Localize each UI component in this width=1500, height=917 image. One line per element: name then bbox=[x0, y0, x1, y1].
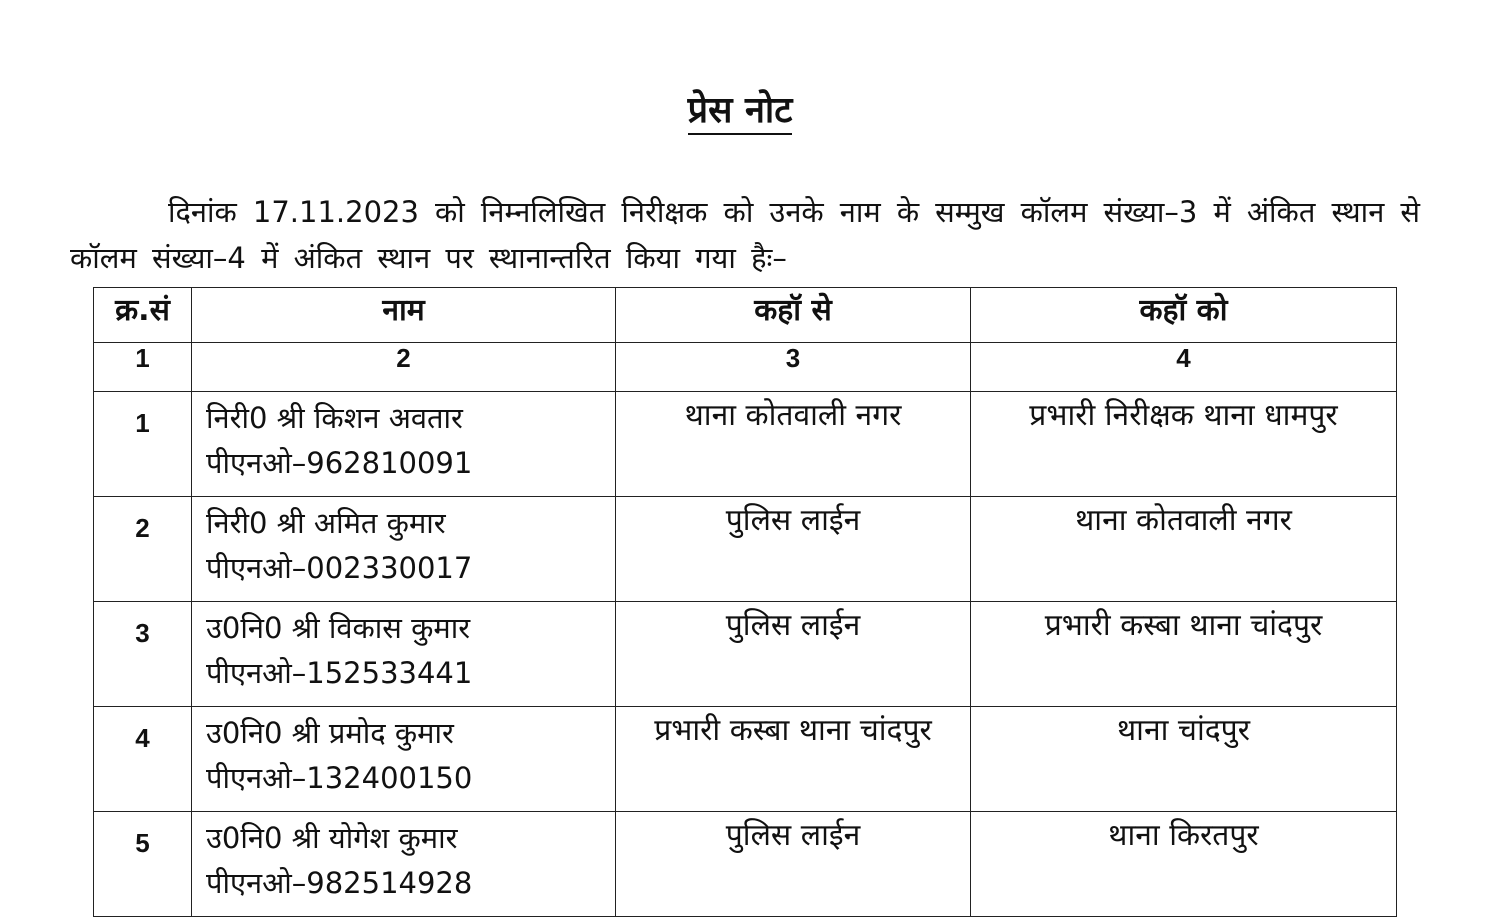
header-serial: क्र.सं bbox=[94, 288, 192, 343]
header-name: नाम bbox=[192, 288, 616, 343]
intro-paragraph: दिनांक 17.11.2023 को निम्नलिखित निरीक्षक को उनके नाम के सम्मुख कॉलम संख्या–3 में अंकित स्थान से कॉलम संख्या–4 में अंकित स्थान पर स्थानान्तरित किया गया हैः– bbox=[70, 195, 1420, 275]
officer-name: उ0नि0 श्री प्रमोद कुमार bbox=[206, 716, 454, 750]
to-cell: प्रभारी कस्बा थाना चांदपुर bbox=[971, 602, 1397, 707]
header-to: कहॉ को bbox=[971, 288, 1397, 343]
column-number-row bbox=[94, 343, 1397, 392]
serial-cell: 1 bbox=[94, 392, 192, 497]
name-cell bbox=[192, 602, 616, 707]
to-cell: थाना किरतपुर bbox=[971, 812, 1397, 917]
header-row bbox=[94, 288, 1397, 343]
transfer-table bbox=[93, 287, 1397, 917]
from-cell: पुलिस लाईन bbox=[616, 602, 971, 707]
serial-cell: 5 bbox=[94, 812, 192, 917]
serial-cell: 3 bbox=[94, 602, 192, 707]
to-cell: थाना चांदपुर bbox=[971, 707, 1397, 812]
name-cell bbox=[192, 392, 616, 497]
name-cell bbox=[192, 812, 616, 917]
from-cell: थाना कोतवाली नगर bbox=[616, 392, 971, 497]
name-cell bbox=[192, 707, 616, 812]
officer-pno: पीएनओ–132400150 bbox=[206, 761, 473, 795]
column-number: 3 bbox=[616, 343, 971, 392]
table-row bbox=[94, 707, 1397, 812]
officer-name: उ0नि0 श्री विकास कुमार bbox=[206, 611, 471, 645]
serial-cell: 4 bbox=[94, 707, 192, 812]
serial-cell: 2 bbox=[94, 497, 192, 602]
column-number: 4 bbox=[971, 343, 1397, 392]
column-number: 1 bbox=[94, 343, 192, 392]
column-number: 2 bbox=[192, 343, 616, 392]
from-cell: पुलिस लाईन bbox=[616, 812, 971, 917]
table-row bbox=[94, 497, 1397, 602]
header-from: कहॉ से bbox=[616, 288, 971, 343]
officer-name: निरी0 श्री किशन अवतार bbox=[206, 401, 463, 435]
name-cell bbox=[192, 497, 616, 602]
table-row bbox=[94, 812, 1397, 917]
from-cell: पुलिस लाईन bbox=[616, 497, 971, 602]
to-cell: थाना कोतवाली नगर bbox=[971, 497, 1397, 602]
table-row bbox=[94, 392, 1397, 497]
table-row bbox=[94, 602, 1397, 707]
officer-name: निरी0 श्री अमित कुमार bbox=[206, 506, 446, 540]
page-title bbox=[0, 84, 1480, 133]
officer-pno: पीएनओ–002330017 bbox=[206, 551, 473, 585]
title-text: प्रेस नोट bbox=[688, 90, 793, 135]
officer-pno: पीएनओ–152533441 bbox=[206, 656, 473, 690]
officer-name: उ0नि0 श्री योगेश कुमार bbox=[206, 821, 458, 855]
from-cell: प्रभारी कस्बा थाना चांदपुर bbox=[616, 707, 971, 812]
officer-pno: पीएनओ–962810091 bbox=[206, 446, 473, 480]
officer-pno: पीएनओ–982514928 bbox=[206, 866, 473, 900]
to-cell: प्रभारी निरीक्षक थाना धामपुर bbox=[971, 392, 1397, 497]
